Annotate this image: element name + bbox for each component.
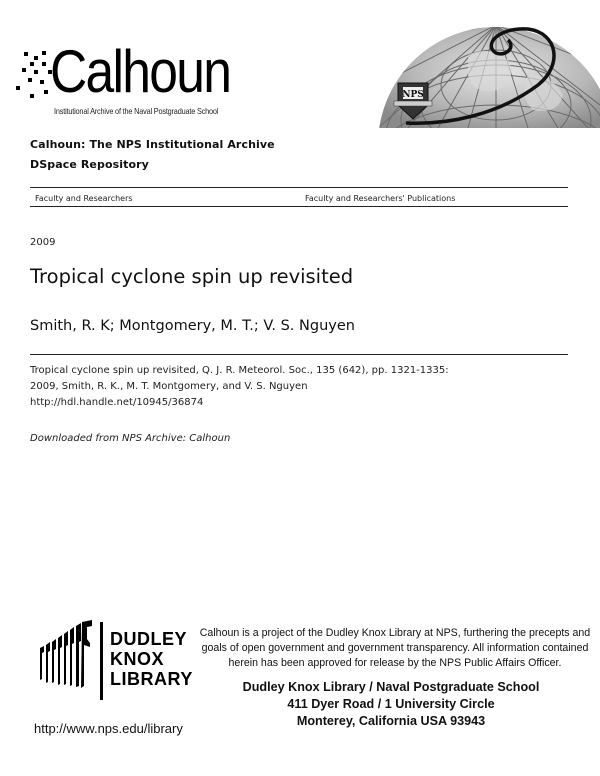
organ-pipes-icon — [38, 620, 94, 690]
calhoun-logo — [14, 38, 244, 120]
library-address: Dudley Knox Library / Naval Postgraduate School 411 Dyer Road / 1 University Circle Monterey, California USA 93943 — [242, 680, 540, 728]
calhoun-wordmark: Calhoun — [50, 38, 231, 105]
publication-year: 2009 — [30, 237, 56, 248]
divider — [30, 206, 568, 207]
nps-globe-spiral-icon — [378, 25, 600, 128]
breadcrumb-collection-link[interactable]: Faculty and Researchers — [35, 194, 133, 203]
divider — [30, 354, 568, 355]
calhoun-blurb: Calhoun is a project of the Dudley Knox Library at NPS, furthering the precepts and goals of open government and government transparency. All information contained herein has been approved for release by the NPS Public Affairs Officer. — [199, 627, 591, 669]
handle-link[interactable]: http://hdl.handle.net/10945/36874 — [30, 397, 204, 408]
breadcrumb-subcollection-link[interactable]: Faculty and Researchers' Publications — [305, 194, 456, 203]
divider — [30, 187, 568, 188]
calhoun-tagline: Institutional Archive of the Naval Postgraduate School — [54, 106, 219, 116]
archive-title: Calhoun: The NPS Institutional Archive — [30, 138, 275, 151]
citation-line: Tropical cyclone spin up revisited, Q. J. R. Meteorol. Soc., 135 (642), pp. 1321-1335: — [30, 365, 449, 376]
library-wordmark: DUDLEY KNOX LIBRARY — [110, 629, 193, 689]
dudley-knox-library-logo — [38, 620, 193, 700]
logo-divider — [100, 622, 103, 700]
library-url-link[interactable]: http://www.nps.edu/library — [34, 721, 183, 736]
citation-block — [30, 363, 449, 411]
citation-line: 2009, Smith, R. K., M. T. Montgomery, and V. S. Nguyen — [30, 381, 308, 392]
downloaded-note: Downloaded from NPS Archive: Calhoun — [30, 433, 231, 444]
document-title: Tropical cyclone spin up revisited — [30, 265, 354, 288]
repository-title: DSpace Repository — [30, 158, 149, 171]
document-authors: Smith, R. K; Montgomery, M. T.; V. S. Nguyen — [30, 318, 355, 334]
svg-text:NPS: NPS — [402, 90, 424, 100]
